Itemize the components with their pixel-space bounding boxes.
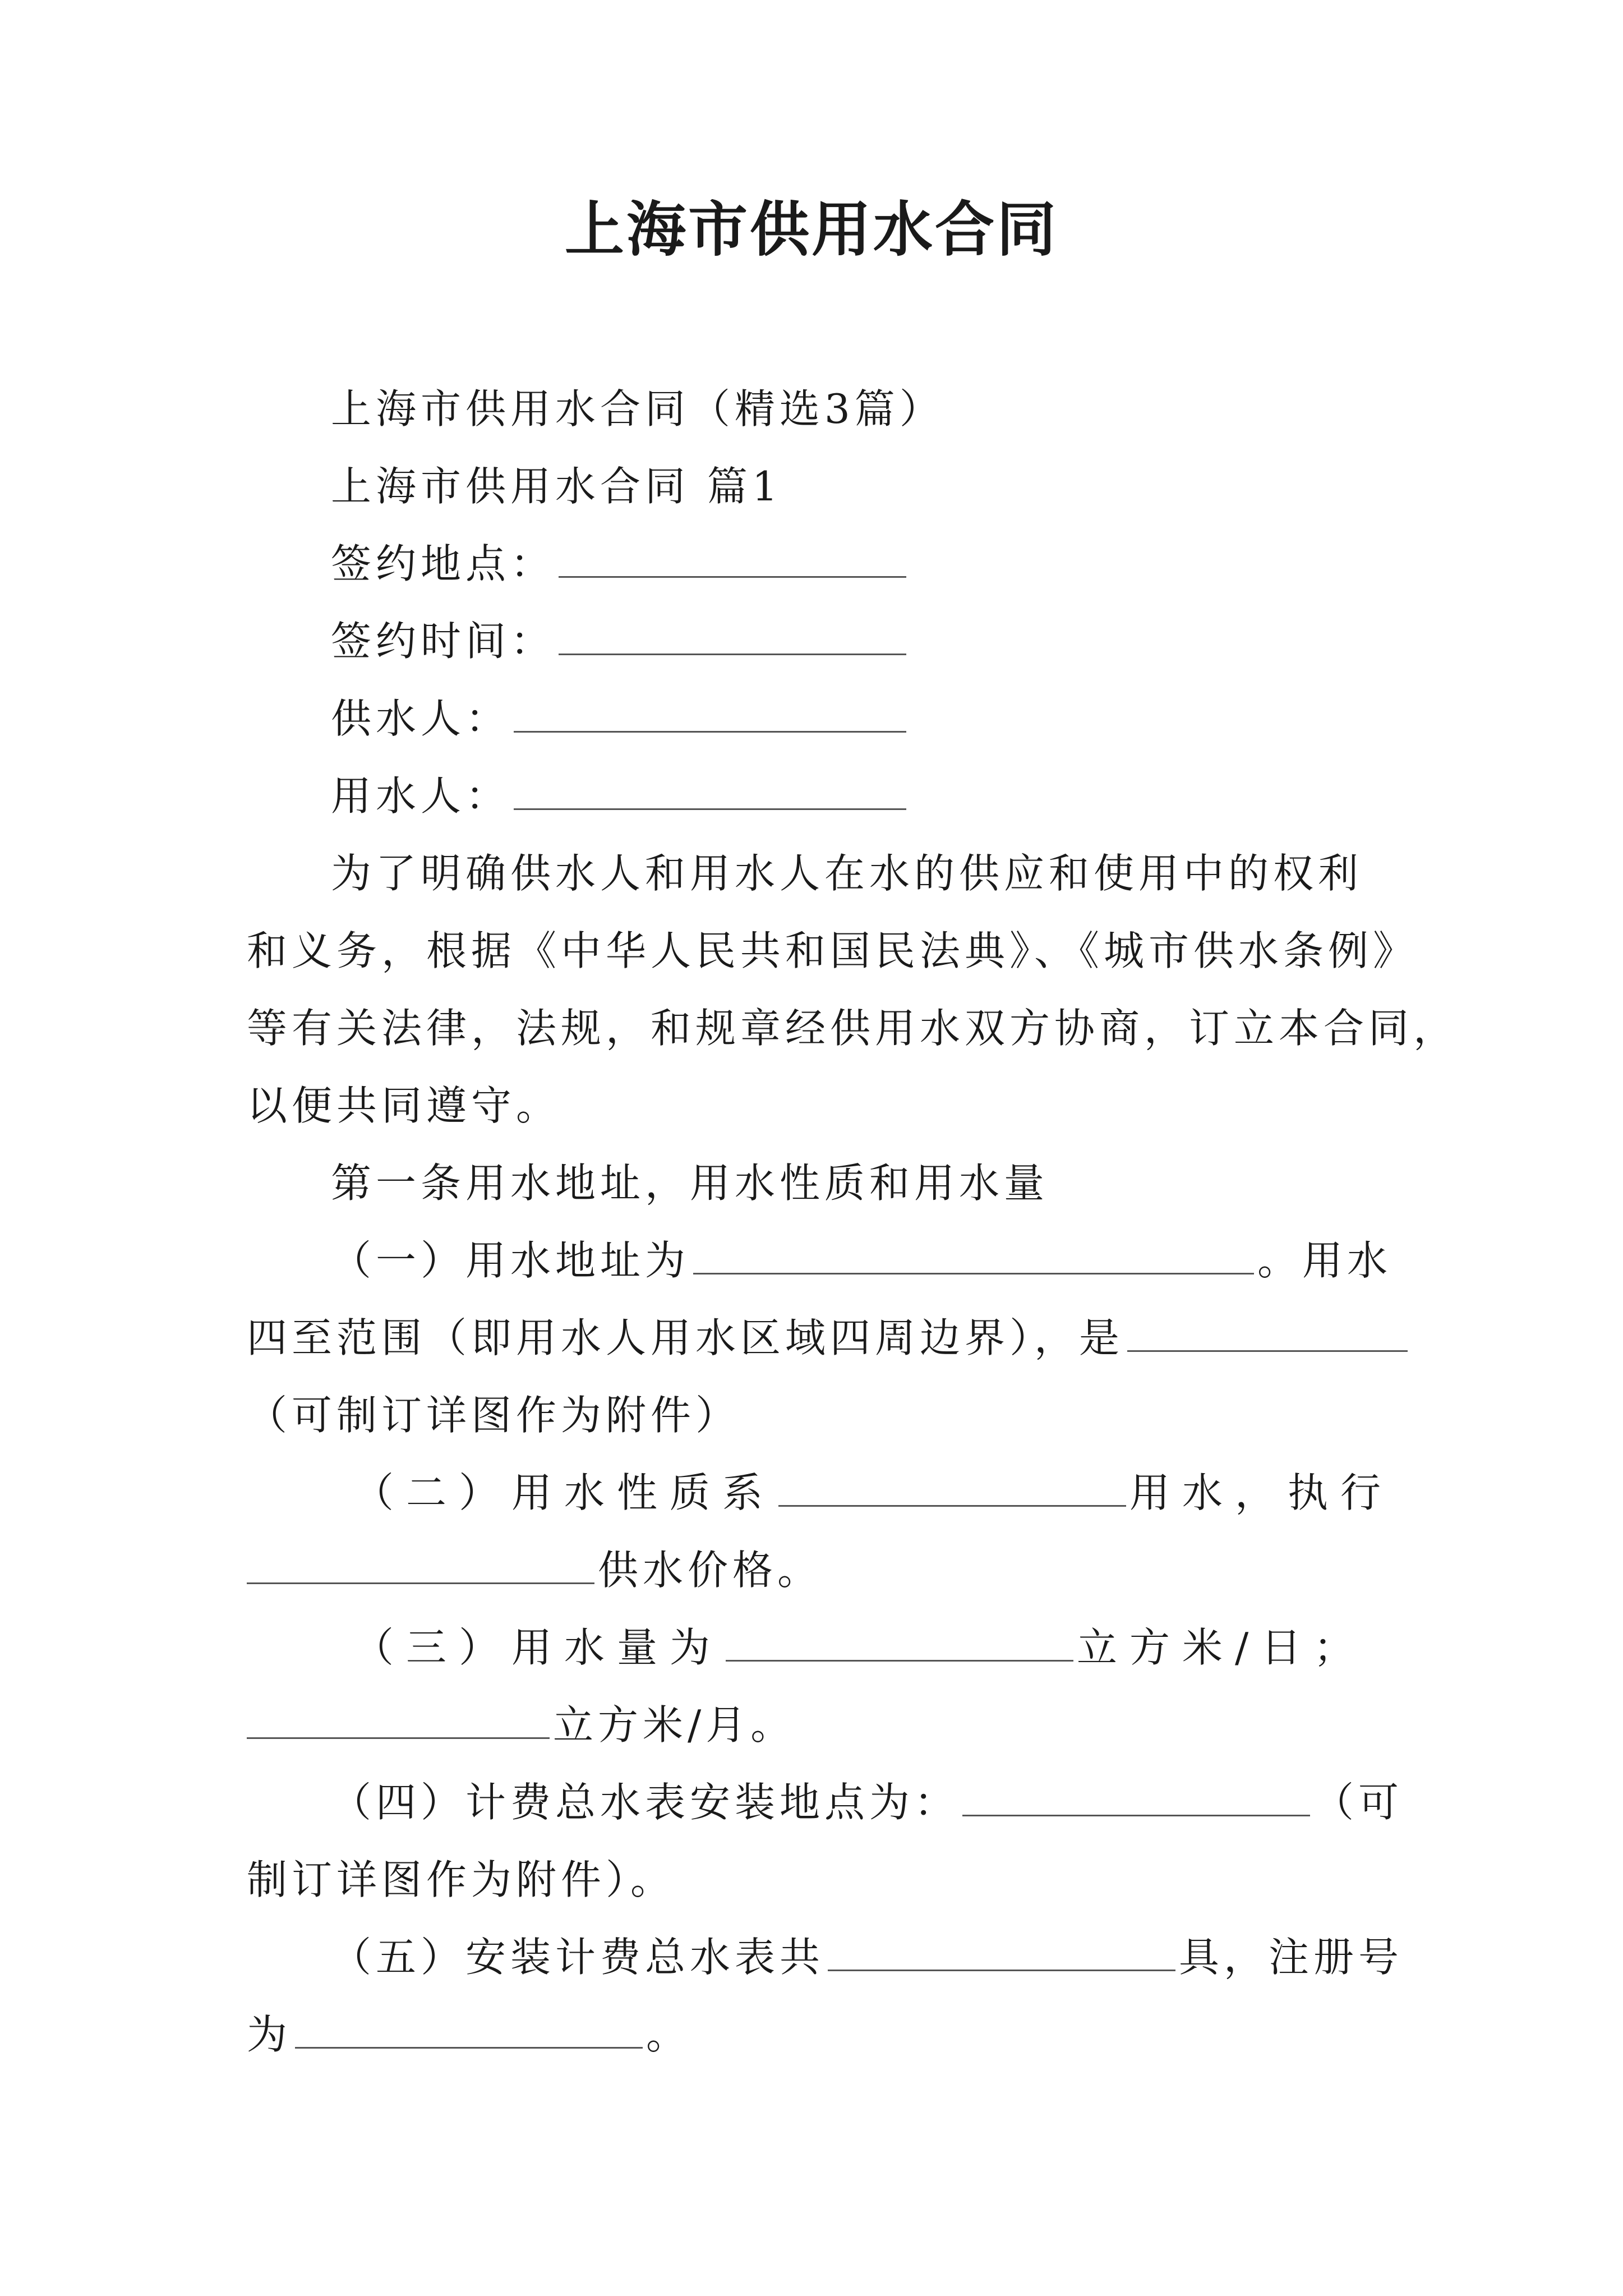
clause-text: （四）计费总水表安装地点为： (331, 1779, 960, 1826)
intro-line: 以便共同遵守。 (247, 1082, 561, 1129)
field-water-supplier (247, 680, 1380, 757)
document-title: 上海市供用水合同 (565, 194, 1058, 264)
clause4-line1 (247, 1764, 1404, 1841)
field-water-user (247, 757, 1380, 835)
price-blank (247, 1549, 594, 1584)
field-signing-place (247, 525, 1380, 602)
field-signing-time (247, 602, 1380, 680)
water-user-blank (514, 775, 906, 810)
document-body (247, 370, 1459, 2073)
clause-text: 。 (646, 2011, 691, 2058)
clause2-line2 (247, 1531, 1380, 1609)
registration-number-blank (295, 2013, 643, 2049)
clause1-line2 (247, 1299, 1380, 1377)
clause5-line2 (247, 1996, 1380, 2073)
part-heading: 上海市供用水合同 篇1 (331, 463, 782, 510)
clause1-line1 (247, 1222, 1393, 1299)
clause3-line2 (247, 1686, 1380, 1764)
intro-line: 为了明确供水人和用水人在水的供应和使用中的权利 (331, 850, 1363, 897)
clause-text: （五）安装计费总水表共 (331, 1934, 825, 1981)
water-address-blank (693, 1239, 1254, 1274)
signing-time-blank (559, 620, 906, 655)
boundary-blank (1127, 1317, 1408, 1352)
clause2-line1 (247, 1454, 1394, 1531)
water-nature-blank (778, 1471, 1126, 1507)
document-subtitle: 上海市供用水合同（精选3篇） (331, 385, 944, 432)
field-label: 供水人： (331, 695, 511, 742)
clause-text: 具，注册号 (1179, 1934, 1404, 1981)
clause-text: 。用水 (1257, 1237, 1393, 1284)
clause-text: 用水，执行 (1129, 1469, 1394, 1516)
meter-location-blank (962, 1781, 1310, 1816)
clause5-line1 (247, 1918, 1404, 1996)
article1-heading: 第一条用水地址，用水性质和用水量 (331, 1159, 1049, 1207)
clause4-line2: 制订详图作为附件）。 (247, 1856, 676, 1903)
clause-text: 供水价格。 (598, 1547, 823, 1594)
field-label: 用水人： (331, 772, 511, 820)
monthly-volume-blank (247, 1704, 550, 1739)
field-label: 签约时间： (331, 618, 556, 665)
clause-text: 立方米/月。 (553, 1701, 796, 1749)
clause-text: 立方米/日； (1077, 1624, 1367, 1671)
intro-line: 等有关法律，法规，和规章经供用水双方协商，订立本合同， (247, 1005, 1459, 1052)
meter-count-blank (828, 1936, 1175, 1971)
clause-text: （二）用水性质系 (353, 1469, 776, 1516)
clause1-line3: （可制订详图作为附件） (247, 1392, 741, 1439)
field-label: 签约地点： (331, 540, 556, 587)
signing-place-blank (559, 542, 906, 578)
daily-volume-blank (726, 1626, 1073, 1662)
clause-text: 四至范围（即用水人用水区域四周边界），是 (247, 1314, 1124, 1361)
clause-text: （一）用水地址为 (331, 1237, 690, 1284)
water-supplier-blank (514, 697, 906, 733)
intro-line: 和义务，根据《中华人民共和国民法典》、《城市供水条例》 (247, 927, 1418, 974)
clause-text: （三）用水量为 (353, 1624, 723, 1671)
clause-text: 为 (247, 2011, 292, 2058)
clause3-line1 (247, 1609, 1380, 1686)
clause-text: （可 (1313, 1779, 1404, 1826)
